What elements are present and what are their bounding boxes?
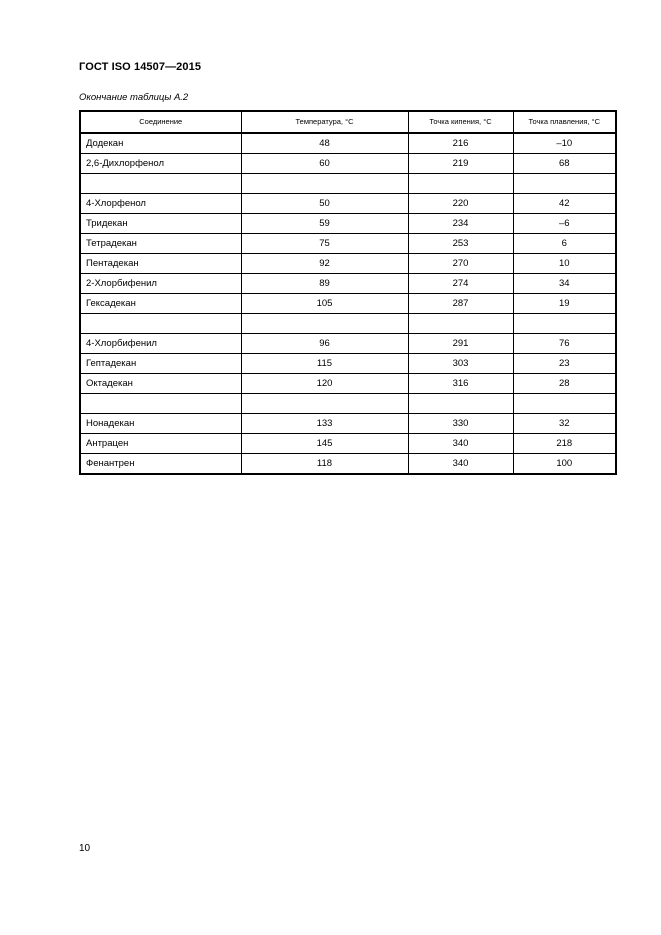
compound-cell: Фенантрен [80,454,241,475]
compound-cell [80,394,241,414]
temperature-cell [241,314,408,334]
compound-cell: 4-Хлорфенол [80,194,241,214]
table-row [80,133,616,154]
compound-cell: 4-Хлорбифенил [80,334,241,354]
temperature-cell: 75 [241,234,408,254]
column-header-boiling-point: Точка кипения, °С [408,111,513,133]
compound-cell: Антрацен [80,434,241,454]
temperature-cell: 50 [241,194,408,214]
table-row [80,354,616,374]
melting-point-cell: 42 [513,194,616,214]
melting-point-cell: 32 [513,414,616,434]
temperature-cell: 92 [241,254,408,274]
table-row [80,234,616,254]
temperature-cell: 96 [241,334,408,354]
melting-point-cell: 28 [513,374,616,394]
boiling-point-cell: 253 [408,234,513,254]
temperature-cell: 120 [241,374,408,394]
temperature-cell: 145 [241,434,408,454]
temperature-cell: 133 [241,414,408,434]
data-table [79,110,617,475]
boiling-point-cell: 340 [408,434,513,454]
temperature-cell: 48 [241,133,408,154]
table-row [80,334,616,354]
table-row [80,274,616,294]
melting-point-cell: 100 [513,454,616,475]
table-row [80,394,616,414]
table-row [80,374,616,394]
table-header-row [80,111,616,133]
temperature-cell: 59 [241,214,408,234]
compound-cell: Тридекан [80,214,241,234]
boiling-point-cell: 270 [408,254,513,274]
table-body [80,133,616,474]
compound-cell [80,314,241,334]
melting-point-cell [513,174,616,194]
column-header-compound: Соединение [80,111,241,133]
melting-point-cell [513,314,616,334]
boiling-point-cell: 316 [408,374,513,394]
temperature-cell: 118 [241,454,408,475]
compound-cell: 2-Хлорбифенил [80,274,241,294]
table-row [80,154,616,174]
boiling-point-cell: 234 [408,214,513,234]
table-row [80,414,616,434]
boiling-point-cell: 220 [408,194,513,214]
compound-cell: Гексадекан [80,294,241,314]
melting-point-cell: –6 [513,214,616,234]
temperature-cell: 89 [241,274,408,294]
column-header-temperature: Температура, °С [241,111,408,133]
boiling-point-cell: 274 [408,274,513,294]
melting-point-cell: 19 [513,294,616,314]
melting-point-cell: –10 [513,133,616,154]
boiling-point-cell [408,314,513,334]
boiling-point-cell [408,394,513,414]
melting-point-cell: 10 [513,254,616,274]
melting-point-cell: 23 [513,354,616,374]
melting-point-cell: 6 [513,234,616,254]
document-header: ГОСТ ISO 14507—2015 [79,61,202,73]
table-row [80,174,616,194]
boiling-point-cell: 287 [408,294,513,314]
compound-cell: 2,6-Дихлорфенол [80,154,241,174]
melting-point-cell: 218 [513,434,616,454]
melting-point-cell [513,394,616,414]
compound-cell [80,174,241,194]
temperature-cell: 105 [241,294,408,314]
temperature-cell [241,394,408,414]
table-caption: Окончание таблицы А.2 [79,92,189,103]
compound-cell: Октадекан [80,374,241,394]
boiling-point-cell: 216 [408,133,513,154]
table-row [80,434,616,454]
boiling-point-cell: 340 [408,454,513,475]
melting-point-cell: 76 [513,334,616,354]
boiling-point-cell: 303 [408,354,513,374]
page-number: 10 [79,843,91,854]
boiling-point-cell: 219 [408,154,513,174]
temperature-cell: 60 [241,154,408,174]
table-row [80,314,616,334]
boiling-point-cell [408,174,513,194]
compound-cell: Пентадекан [80,254,241,274]
compound-cell: Тетрадекан [80,234,241,254]
table-row [80,294,616,314]
melting-point-cell: 68 [513,154,616,174]
table-row [80,254,616,274]
compound-cell: Гептадекан [80,354,241,374]
boiling-point-cell: 291 [408,334,513,354]
table-row [80,214,616,234]
table-row [80,194,616,214]
melting-point-cell: 34 [513,274,616,294]
compound-cell: Нонадекан [80,414,241,434]
table-row [80,454,616,475]
boiling-point-cell: 330 [408,414,513,434]
compound-cell: Додекан [80,133,241,154]
temperature-cell [241,174,408,194]
column-header-melting-point: Точка плавления, °С [513,111,616,133]
temperature-cell: 115 [241,354,408,374]
